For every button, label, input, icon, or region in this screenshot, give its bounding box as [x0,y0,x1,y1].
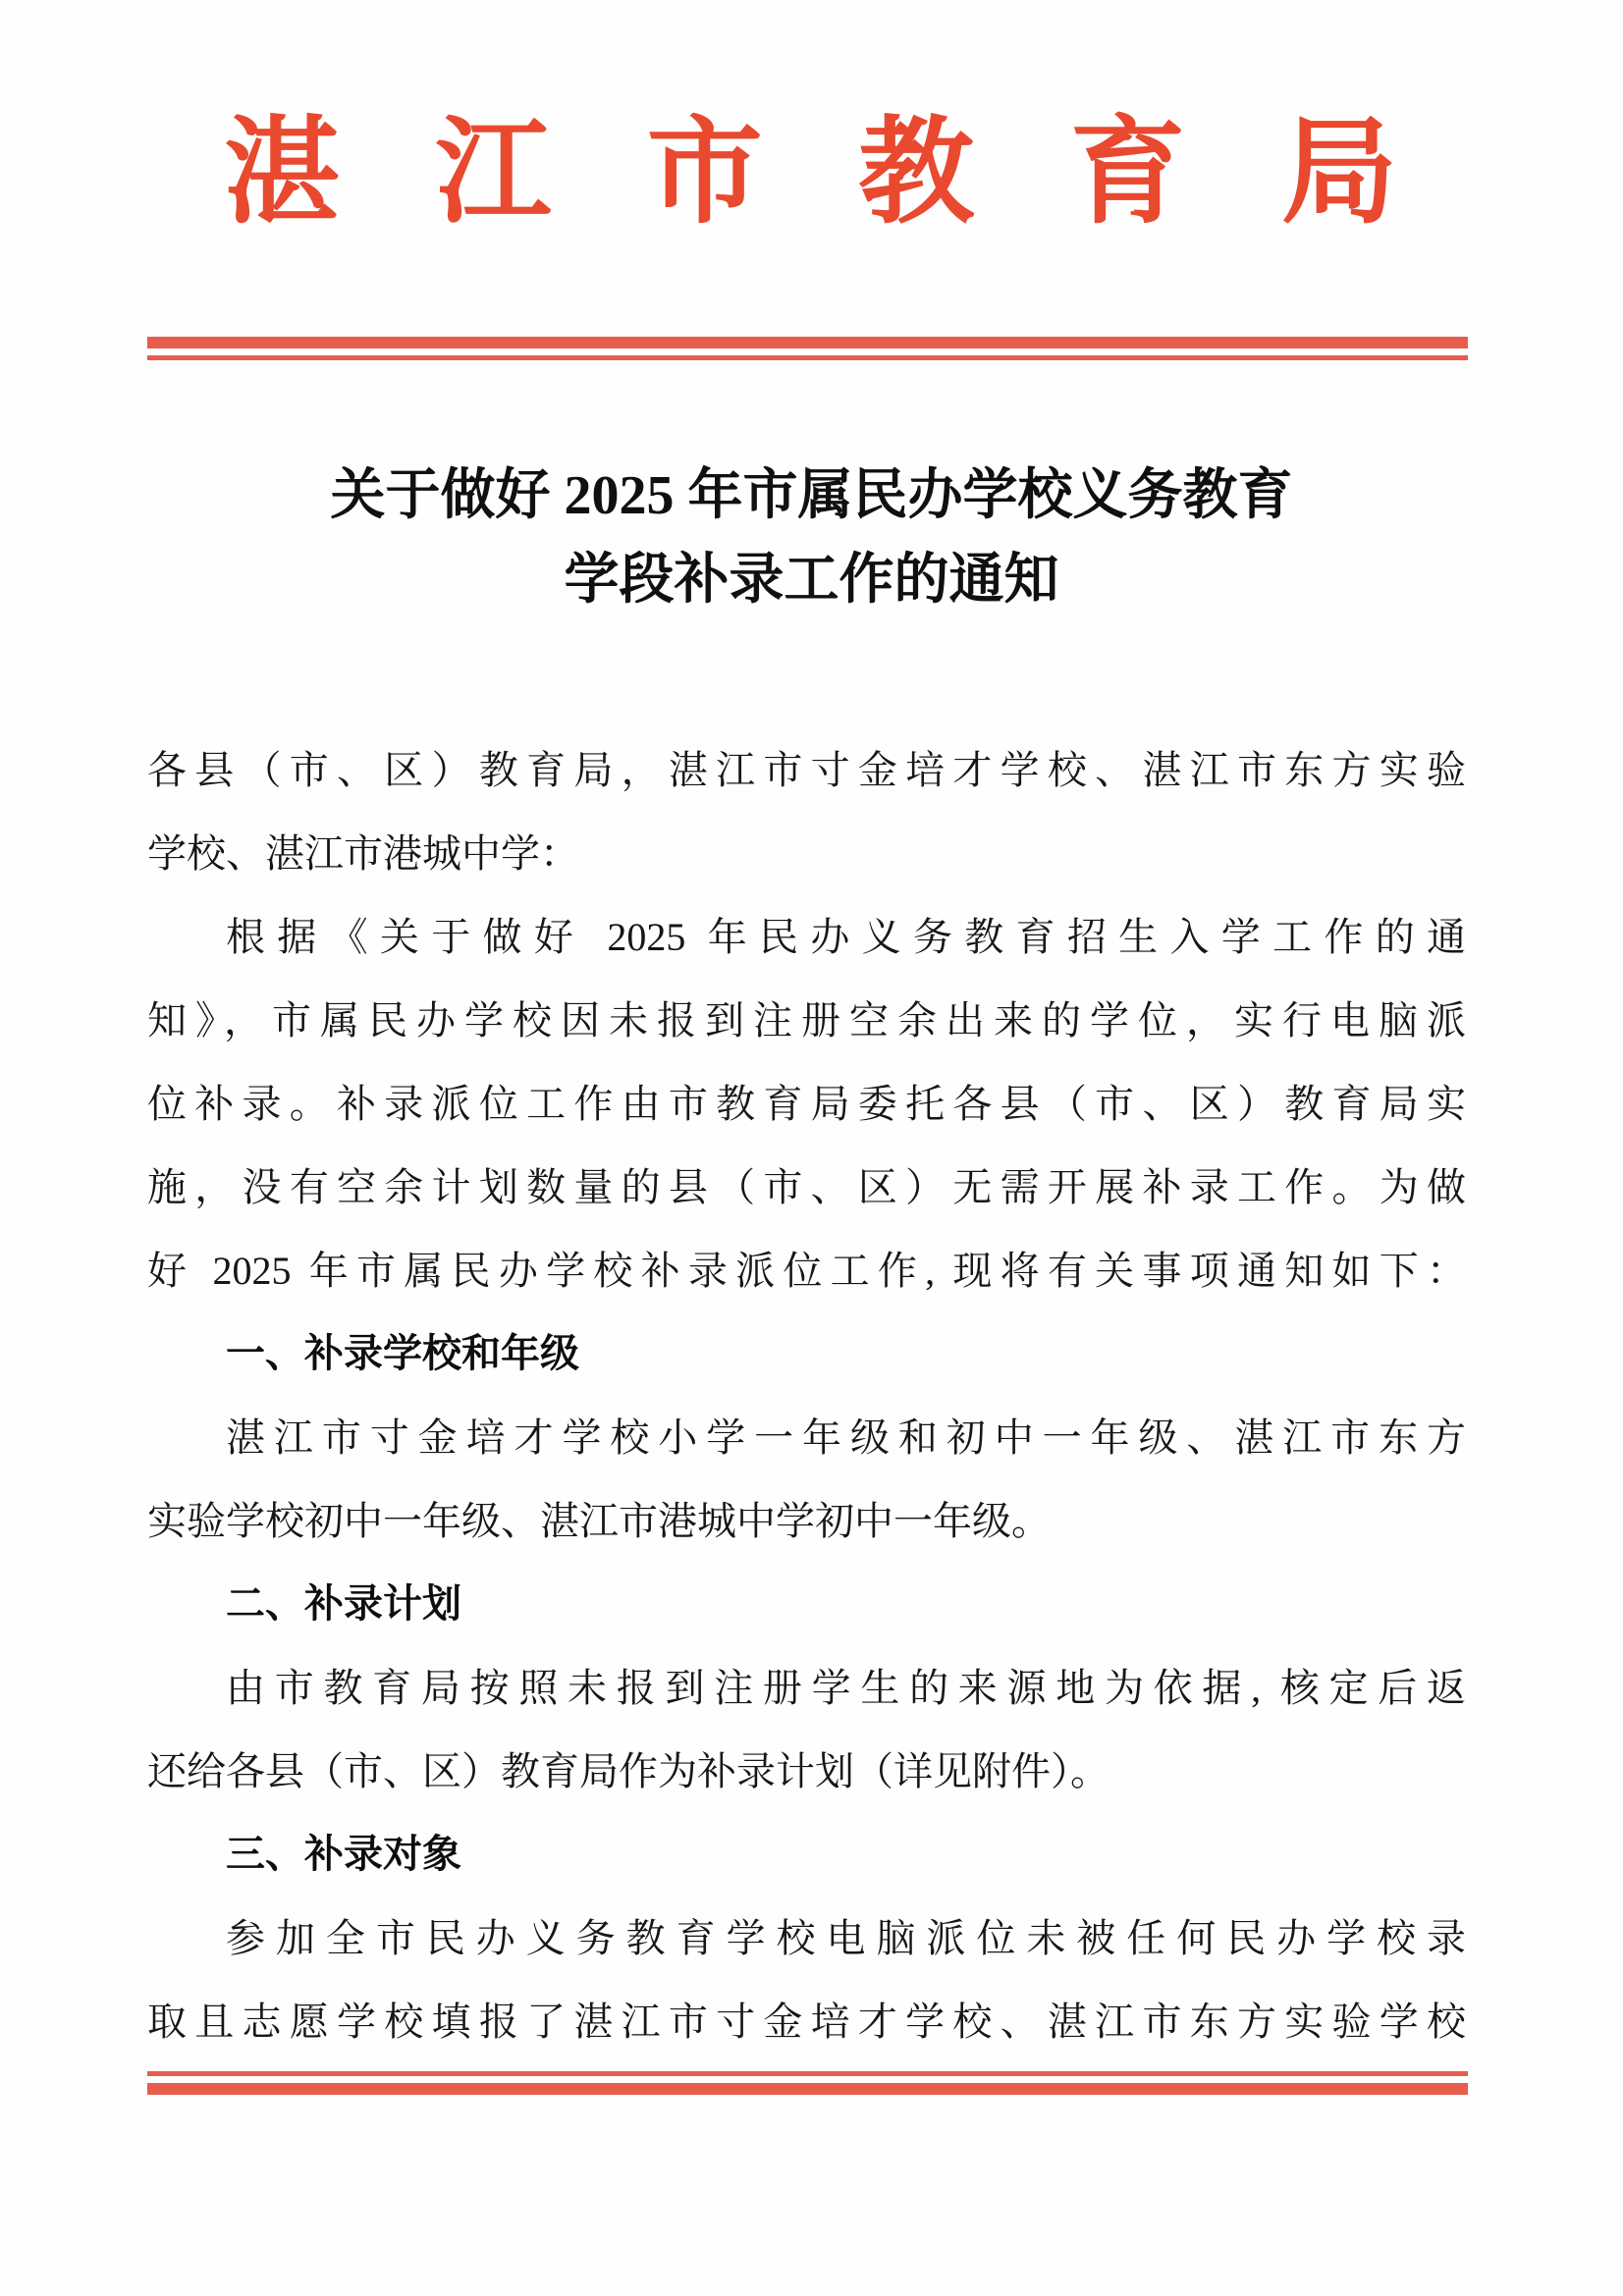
body-line: 学校、湛江市港城中学： [147,831,579,876]
body-line: 湛江市寸金培才学校小学一年级和初中一年级、湛江市东方 [226,1415,1466,1460]
rule-thin [147,2071,1468,2076]
rule-thick [147,337,1468,348]
body-line: 好 2025 年市属民办学校补录派位工作, 现将有关事项通知如下： [147,1249,1466,1293]
body-line: 知》，市属民办学校因未报到注册空余出来的学位，实行电脑派 [147,998,1466,1042]
rule-thick [147,2083,1468,2095]
body-line: 参加全市民办义务教育学校电脑派位未被任何民办学校录 [226,1916,1466,1960]
document-body [147,728,1466,2063]
document-title-line1: 关于做好 2025 年市属民办学校义务教育 [330,465,1293,526]
body-line: 实验学校初中一年级、湛江市港城中学初中一年级。 [147,1499,1051,1543]
body-line: 取且志愿学校填报了湛江市寸金培才学校、湛江市东方实验学校 [147,2000,1466,2044]
body-line: 由市教育局按照未报到注册学生的来源地为依据, 核定后返 [226,1666,1466,1710]
header-double-rule [147,337,1468,360]
document-title [0,454,1623,622]
footer-double-rule [147,2071,1468,2095]
body-line: 还给各县（市、区）教育局作为补录计划（详见附件）。 [147,1749,1109,1793]
body-line: 施，没有空余计划数量的县（市、区）无需开展补录工作。为做 [147,1165,1466,1209]
agency-header-title: 湛江市教育局 [224,109,1397,238]
section-heading: 一、补录学校和年级 [226,1332,579,1375]
body-line: 位补录。补录派位工作由市教育局委托各县（市、区）教育局实 [147,1082,1466,1126]
document-title-line2: 学段补录工作的通知 [564,550,1059,611]
section-heading: 三、补录对象 [226,1833,461,1876]
body-line: 各县（市、区）教育局，湛江市寸金培才学校、湛江市东方实验 [147,748,1466,792]
body-line: 根据《关于做好 2025 年民办义务教育招生入学工作的通 [226,915,1466,959]
rule-thin [147,355,1468,360]
section-heading: 二、补录计划 [226,1582,461,1626]
